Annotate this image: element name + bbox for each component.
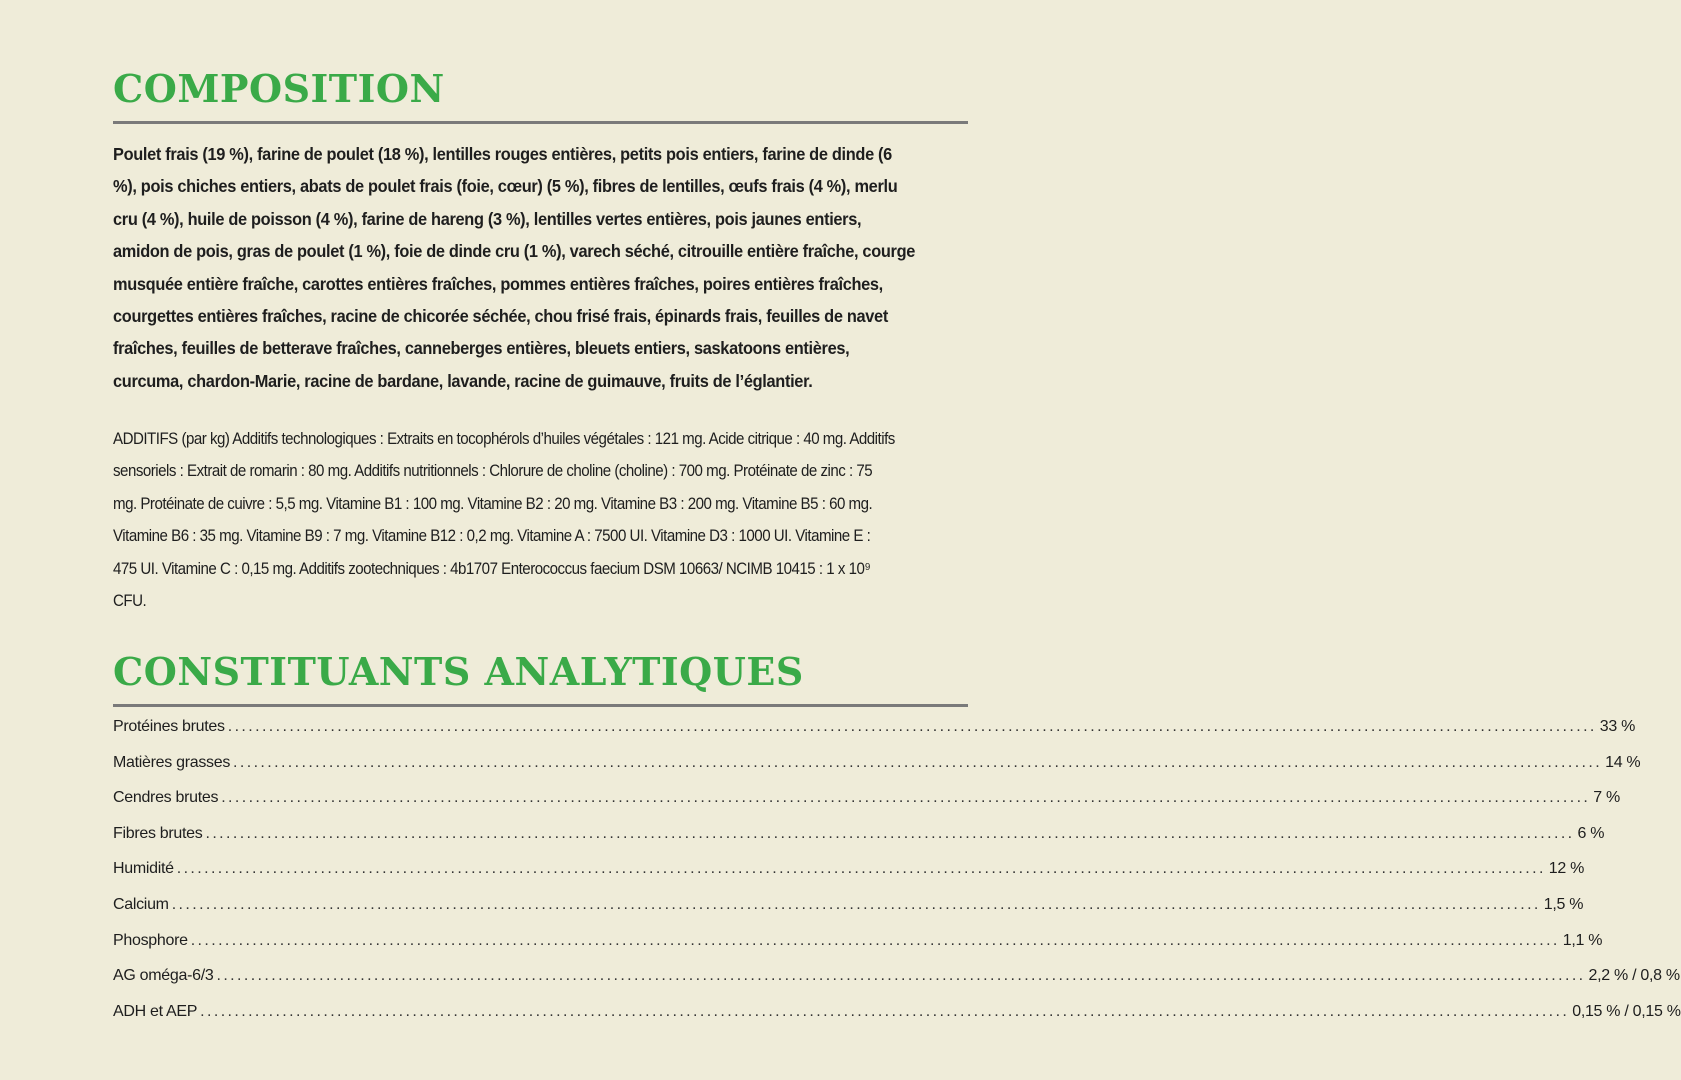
table-row xyxy=(113,1002,1681,1039)
row-value: 33 % xyxy=(1599,718,1636,735)
dot-leader: ........................................................................................................................................................................................................ xyxy=(233,753,1603,771)
analytics-title: CONSTITUANTS ANALYTIQUES xyxy=(113,649,804,694)
dot-leader: ........................................................................................................................................................................................................ xyxy=(176,860,1546,878)
row-label: Humidité xyxy=(113,860,174,878)
composition-title: COMPOSITION xyxy=(113,66,445,111)
dot-leader: ........................................................................................................................................................................................................ xyxy=(200,1002,1570,1020)
analytics-table xyxy=(113,718,1681,1038)
table-row xyxy=(113,895,1584,932)
table-row xyxy=(113,753,1641,790)
row-value: 12 % xyxy=(1548,860,1585,878)
row-label: Protéines brutes xyxy=(113,718,225,735)
row-label: AG oméga-6/3 xyxy=(113,967,214,985)
table-row xyxy=(113,824,1605,861)
table-row xyxy=(113,860,1585,896)
row-label: Cendres brutes xyxy=(113,789,219,807)
row-value: 1,1 % xyxy=(1562,931,1603,949)
dot-leader: ........................................................................................................................................................................................................ xyxy=(190,931,1560,949)
analytics-divider xyxy=(113,704,968,707)
dot-leader: ........................................................................................................................................................................................................ xyxy=(205,824,1575,842)
table-row xyxy=(113,967,1680,1003)
row-value: 7 % xyxy=(1593,789,1620,807)
table-row xyxy=(113,718,1636,754)
ingredients-list: Poulet frais (19 %), farine de poulet (18 %), lentilles rouges entières, petits pois entiers, farine de dinde (6 %), pois chiches entiers, abats de poulet frais (foie, cœur) (5 %), fibres de lentilles, œufs frais (4 %), merlu cru (4 %), huile de poisson (4 %), farine de hareng (3 %), lentilles vertes entières, pois jaunes entiers, amidon de pois, gras de poulet (1 %), foie de dinde cru (1 %), varech séché, citrouille entière fraîche, courge musquée entière fraîche, carottes entières fraîches, pommes entières fraîches, poires entières fraîches, courgettes entières fraîches, racine de chicorée séchée, chou frisé frais, épinards frais, feuilles de navet fraîches, feuilles de betterave fraîches, canneberges entières, bleuets entiers, saskatoons entières, curcuma, chardon-Marie, racine de bardane, lavande, racine de guimauve, fruits de l’églantier. xyxy=(113,144,916,391)
row-label: Matières grasses xyxy=(113,753,231,771)
dot-leader: ........................................................................................................................................................................................................ xyxy=(171,895,1541,913)
table-row xyxy=(113,931,1603,968)
row-label: ADH et AEP xyxy=(113,1002,198,1020)
row-label: Phosphore xyxy=(113,931,188,949)
composition-divider xyxy=(113,121,968,124)
row-value: 14 % xyxy=(1605,753,1641,771)
additives-list: ADDITIFS (par kg) Additifs technologiques : Extraits en tocophérols d’huiles végétales : 121 mg. Acide citrique : 40 mg. Additifs sensoriels : Extrait de romarin : 80 mg. Additifs nutritionnels : Chlorure de choline (choline) : 700 mg. Protéinate de zinc : 75 mg. Protéinate de cuivre : 5,5 mg. Vitamine B1 : 100 mg. Vitamine B2 : 20 mg. Vitamine B3 : 200 mg. Vitamine B5 : 60 mg. Vitamine B6 : 35 mg. Vitamine B9 : 7 mg. Vitamine B12 : 0,2 mg. Vitamine A : 7500 UI. Vitamine D3 : 1000 UI. Vitamine E : 475 UI. Vitamine C : 0,15 mg. Additifs zootechniques : 4b1707 Enterococcus faecium DSM 10663/ NCIMB 10415 : 1 x 10⁹ CFU. xyxy=(113,430,895,611)
row-value: 0,15 % / 0,15 % xyxy=(1572,1002,1681,1020)
dot-leader: ........................................................................................................................................................................................................ xyxy=(221,789,1591,807)
row-value: 2,2 % / 0,8 % xyxy=(1588,967,1680,985)
dot-leader: ........................................................................................................................................................................................................ xyxy=(227,718,1597,735)
row-label: Calcium xyxy=(113,895,169,913)
table-row xyxy=(113,789,1620,825)
row-value: 1,5 % xyxy=(1543,895,1584,913)
row-label: Fibres brutes xyxy=(113,824,203,842)
row-value: 6 % xyxy=(1577,824,1605,842)
dot-leader: ........................................................................................................................................................................................................ xyxy=(216,967,1586,985)
